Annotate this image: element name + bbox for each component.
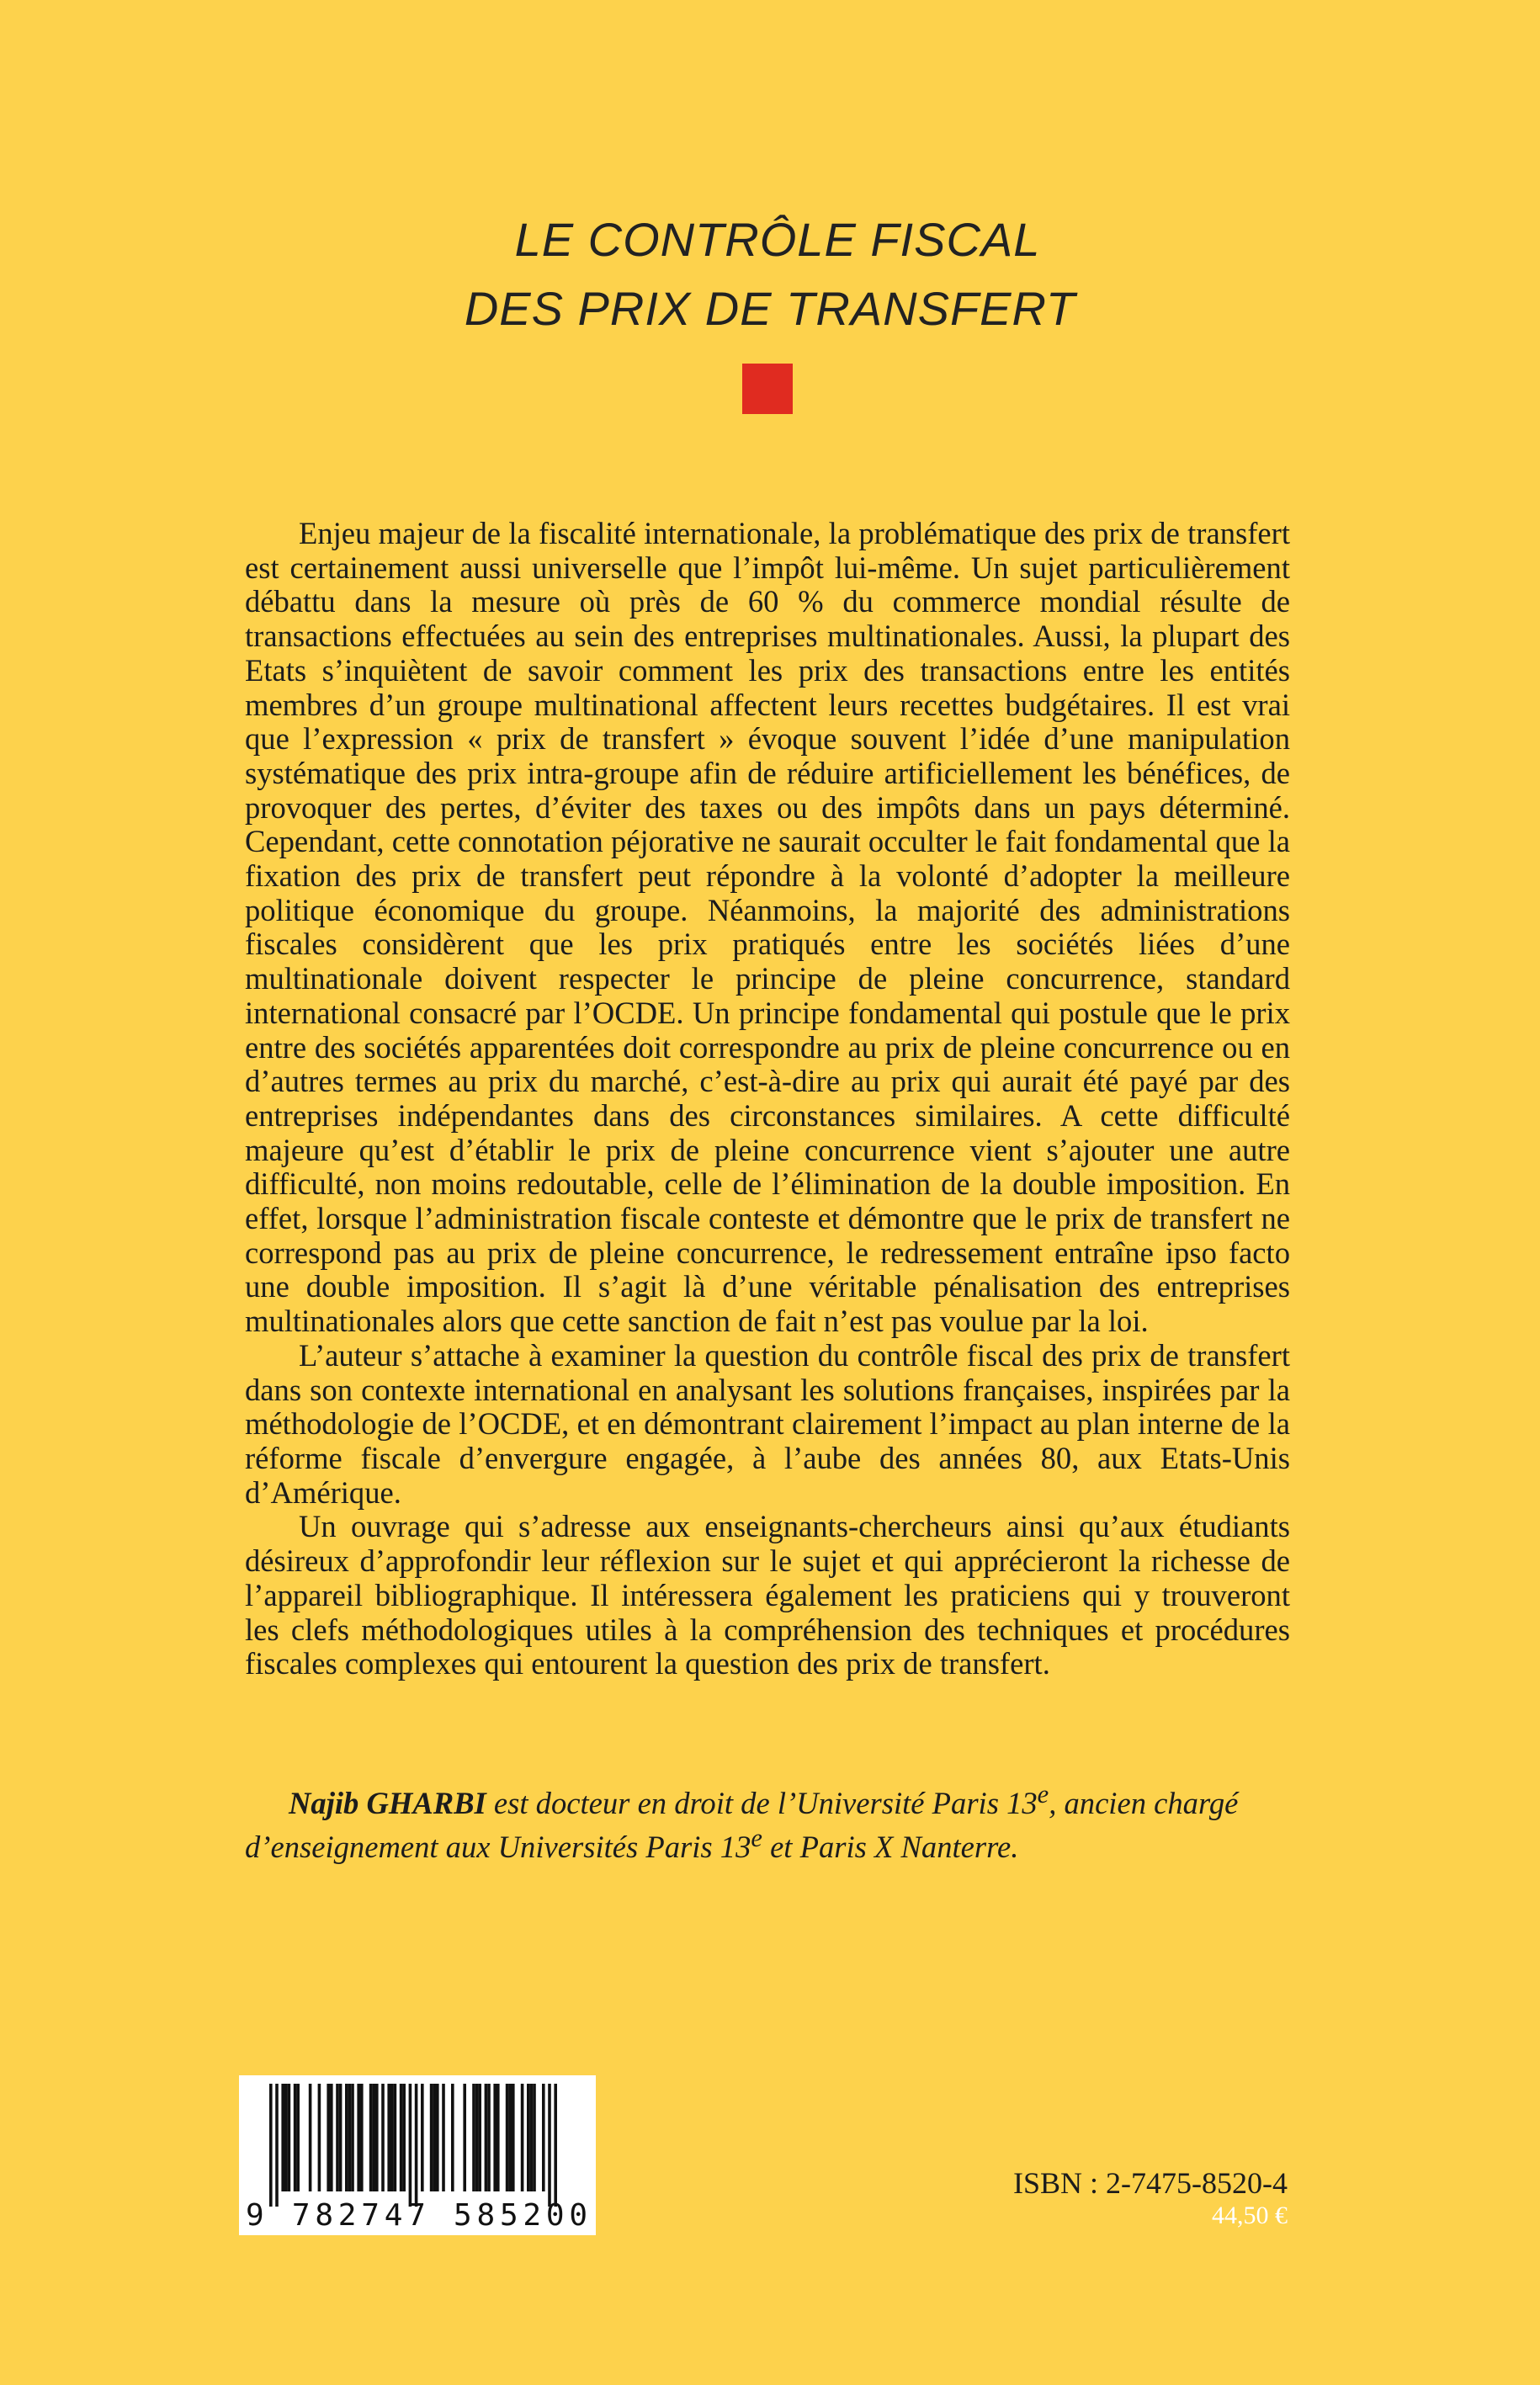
barcode-bar: [415, 2084, 418, 2207]
superscript-e-1: e: [1037, 1780, 1049, 1809]
barcode-bar: [542, 2084, 545, 2191]
summary-paragraph-3: Un ouvrage qui s’adresse aux enseignants-chercheurs ainsi qu’aux étudiants désireux d’approfondir leur réflexion sur le sujet et qui apprécieront la richesse de l’appareil bibliographique. Il intéressera également les praticiens qui y trouveront les clefs méthodologiques utiles à la compréhension des techniques et procédures fiscales complexes qui entourent la question des prix de transfert.: [245, 1509, 1290, 1681]
barcode-bar: [345, 2084, 348, 2191]
author-bio-text-2: , ancien chargé d’enseignement aux Universités Paris 13: [245, 1786, 1239, 1865]
barcode-bar: [508, 2084, 512, 2191]
barcode-bar: [554, 2084, 557, 2207]
barcode-bar: [506, 2084, 509, 2191]
barcode-bar: [485, 2084, 488, 2191]
author-name: Najib GHARBI: [289, 1786, 486, 1821]
barcode-bar: [375, 2084, 379, 2191]
barcode-bar: [339, 2084, 343, 2191]
barcode: [239, 2075, 596, 2235]
author-bio-text-1: est docteur en droit de l’Université Paris 13: [486, 1786, 1038, 1821]
barcode-bar: [530, 2084, 534, 2191]
barcode-bar: [400, 2084, 403, 2191]
book-title: [0, 205, 1540, 343]
summary-paragraph-1: Enjeu majeur de la fiscalité internationale, la problématique des prix de transfert est certainement aussi universelle que l’impôt lui-même. Un sujet particulièrement débattu dans la mesure où près de 60 % du commerce mondial résulte de transactions effectuées au sein des entreprises multinationales. Aussi, la plupart des Etats s’inquiètent de savoir comment les prix des transactions entre les entités membres d’un groupe multinational affectent leurs recettes budgétaires. Il est vrai que l’expression « prix de transfert » évoque souvent l’idée d’une manipulation systématique des prix intra-groupe afin de réduire artificiellement les bénéfices, de provoquer des pertes, d’éviter des taxes ou des impôts dans un pays déterminé. Cependant, cette connotation péjorative ne saurait occulter le fait fondamental que la fixation des prix de transfert peut répondre à la volonté d’adopter la meilleure politique économique du groupe. Néanmoins, la majorité des administrations fiscales considèrent que les prix pratiqués entre les sociétés liées d’une multinationale doivent respecter le principe de pleine concurrence, standard international consacré par l’OCDE. Un principe fondamental qui postule que le prix entre des sociétés apparentées doit correspondre au prix de pleine concurrence ou en d’autres termes au prix du marché, c’est-à-dire au prix qui aurait été payé par des entreprises indépendantes dans des circonstances similaires. A cette difficulté majeure qu’est d’établir le prix de pleine concurrence vient s’ajouter une autre difficulté, non moins redoutable, celle de l’élimination de la double imposition. En effet, lorsque l’administration fiscale conteste et démontre que le prix de transfert ne correspond pas au prix de pleine concurrence, le redressement entraîne ipso facto une double imposition. Il s’agit là d’une véritable pénalisation des entreprises multinationales alors que cette sanction de fait n’est pas voulue par la loi.: [245, 516, 1290, 1339]
barcode-bar: [387, 2084, 390, 2191]
barcode-bar: [472, 2084, 475, 2191]
barcode-bar: [381, 2084, 385, 2191]
barcode-bar: [409, 2084, 412, 2207]
barcode-bar: [360, 2084, 364, 2191]
barcode-bar: [294, 2084, 297, 2191]
barcode-bar: [402, 2084, 406, 2191]
barcode-bar: [451, 2084, 454, 2191]
back-cover-summary: [245, 517, 1290, 1681]
barcode-bar: [275, 2084, 279, 2207]
barcode-bar: [497, 2084, 500, 2191]
barcode-bar: [463, 2084, 466, 2191]
barcode-bar: [327, 2084, 330, 2191]
barcode-bar: [281, 2084, 284, 2191]
barcode-bar: [284, 2084, 288, 2191]
barcode-bar: [475, 2084, 479, 2191]
red-square-ornament: [742, 364, 793, 414]
barcode-bar: [527, 2084, 530, 2191]
barcode-bar: [296, 2084, 300, 2191]
barcode-digits: 9 782747 585200: [246, 2198, 587, 2233]
summary-paragraph-2: L’auteur s’attache à examiner la question du contrôle fiscal des prix de transfert dans son contexte international en analysant les solutions françaises, inspirées par la méthodologie de l’OCDE, et en démontrant clairement l’impact au plan interne de la réforme fiscale d’envergure engagée, à l’aube des années 80, aux Etats-Unis d’Amérique.: [245, 1337, 1290, 1510]
title-line-1: LE CONTRÔLE FISCAL: [514, 213, 1041, 266]
author-bio-text-3: et Paris X Nanterre.: [762, 1830, 1019, 1865]
barcode-bar: [548, 2084, 551, 2207]
barcode-bar: [521, 2084, 524, 2191]
barcode-bar: [288, 2084, 291, 2191]
barcode-bar: [348, 2084, 352, 2191]
title-line-2: DES PRIX DE TRANSFERT: [464, 282, 1076, 335]
barcode-bar: [390, 2084, 394, 2191]
barcode-bar: [269, 2084, 273, 2207]
barcode-bar: [433, 2084, 436, 2191]
barcode-bar: [369, 2084, 373, 2191]
barcode-bar: [309, 2084, 312, 2191]
barcode-bar: [493, 2084, 497, 2191]
barcode-bar: [351, 2084, 354, 2191]
price: 44,50 €: [1212, 2202, 1288, 2229]
barcode-bar: [372, 2084, 375, 2191]
isbn-number: ISBN : 2-7475-8520-4: [1013, 2166, 1288, 2200]
barcode-bar: [442, 2084, 445, 2191]
barcode-bar: [478, 2084, 481, 2191]
barcode-bar: [330, 2084, 333, 2191]
superscript-e-2: e: [751, 1823, 762, 1852]
barcode-bar: [357, 2084, 360, 2191]
barcode-graphic: [239, 2075, 596, 2235]
barcode-bar: [430, 2084, 433, 2191]
barcode-bar: [421, 2084, 424, 2191]
barcode-bar: [533, 2084, 536, 2191]
barcode-bar: [512, 2084, 515, 2191]
barcode-bar: [336, 2084, 339, 2191]
barcode-bar: [487, 2084, 491, 2191]
barcode-bar: [318, 2084, 321, 2191]
barcode-bar: [394, 2084, 397, 2191]
barcode-bar: [436, 2084, 439, 2191]
author-bio: [245, 1777, 1290, 1865]
